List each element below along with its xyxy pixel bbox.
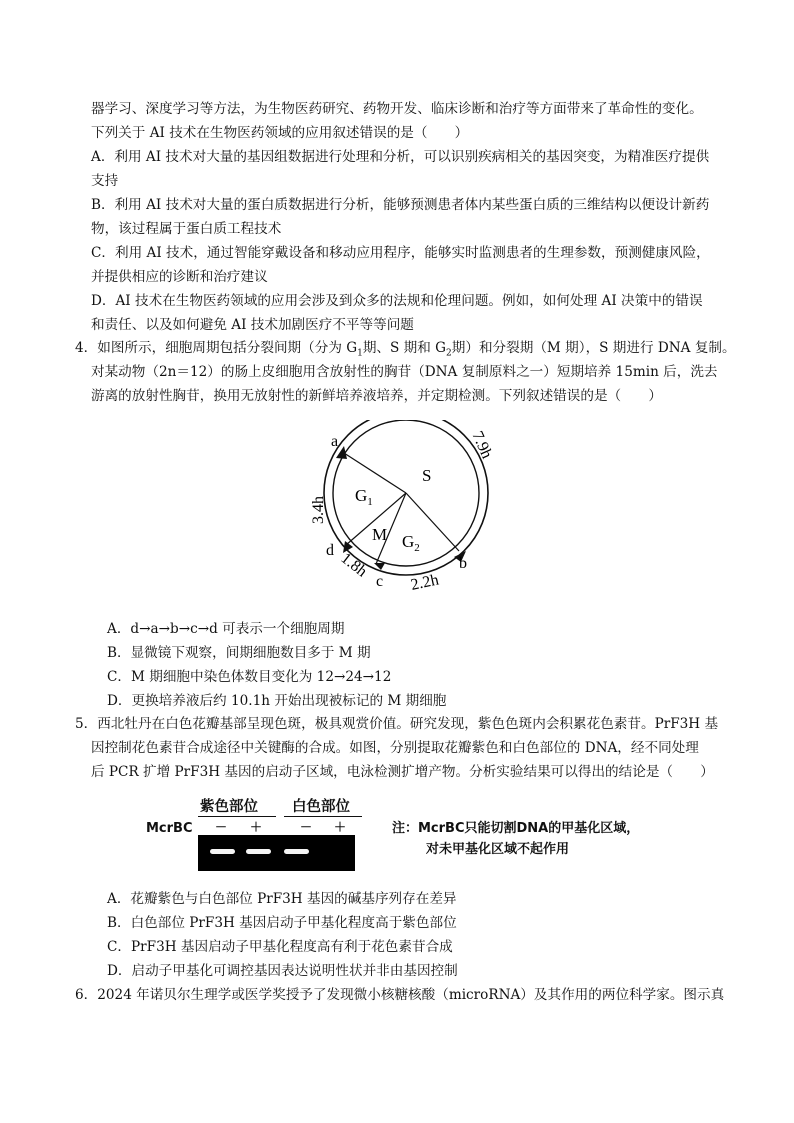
q4-option-b: B．显微镜下观察，间期细胞数目多于 M 期 bbox=[107, 645, 371, 661]
q5-stem-line-2: 因控制花色素苷合成途径中关键酶的合成。如图，分别提取花瓣紫色和白色部位的 DNA，经不同处理 bbox=[91, 740, 699, 756]
q5-option-c: C．PrF3H 基因启动子甲基化程度高有利于花色素苷合成 bbox=[107, 939, 453, 955]
electrophoresis-figure bbox=[146, 791, 706, 881]
lane-4-sign: ＋ bbox=[334, 820, 347, 834]
q4-option-d: D．更换培养液后约 10.1h 开始出现被标记的 M 期细胞 bbox=[107, 693, 447, 709]
q5-option-a: A．花瓣紫色与白色部位 PrF3H 基因的碱基序列存在差异 bbox=[107, 891, 457, 907]
group-purple-label: 紫色部位 bbox=[200, 799, 258, 815]
group-white-label: 白色部位 bbox=[292, 799, 350, 815]
q4-stem-line-3: 游离的放射性胸苷，换用无放射性的新鲜培养液培养，并定期检测。下列叙述错误的是（ ） bbox=[91, 388, 662, 404]
lane-3-sign: － bbox=[300, 820, 313, 834]
gel-band-lane-1 bbox=[210, 849, 235, 854]
gel-band-lane-2 bbox=[246, 849, 271, 854]
q3-option-a-line-1: A．利用 AI 技术对大量的基因组数据进行处理和分析，可以识别疾病相关的基因突变，为精准医疗提供 bbox=[91, 149, 710, 165]
phase-g2-label: $G_2$ bbox=[402, 532, 420, 554]
q5-option-b: B．白色部位 PrF3H 基因启动子甲基化程度高于紫色部位 bbox=[107, 915, 457, 931]
radius-a bbox=[344, 453, 406, 493]
q4-stem-line-1: 4．如图所示，细胞周期包括分裂间期（分为 $G_1$期、S 期和 $G_2$期）和分裂期（M 期），S 期进行 DNA 复制。 bbox=[75, 340, 736, 359]
lane-1-sign: － bbox=[215, 820, 228, 834]
q5-option-d: D．启动子甲基化可调控基因表达说明性状并非由基因控制 bbox=[107, 963, 458, 979]
q6-stem-line-1: 6．2024 年诺贝尔生理学或医学奖授予了发现微小核糖核酸（microRNA）及其作用的两位科学家。图示真 bbox=[75, 987, 725, 1003]
figure-note-line-2: 对未甲基化区域不起作用 bbox=[426, 842, 570, 857]
q4-option-c: C．M 期细胞中染色体数目变化为 12→24→12 bbox=[107, 669, 392, 685]
point-a: a bbox=[331, 433, 339, 450]
group-purple-underline bbox=[198, 816, 276, 817]
duration-g2-label: 2.2h bbox=[409, 571, 441, 594]
q3-option-b-line-2: 物，该过程属于蛋白质工程技术 bbox=[91, 221, 282, 237]
q4-stem-line-2: 对某动物（2n＝12）的肠上皮细胞用含放射性的胸苷（DNA 复制原料之一）短期培养 15min 后，洗去 bbox=[91, 364, 718, 380]
q4-option-a: A．d→a→b→c→d 可表示一个细胞周期 bbox=[107, 621, 345, 637]
q3-option-d-line-2: 和责任、以及如何避免 AI 技术加剧医疗不平等等问题 bbox=[91, 317, 414, 333]
group-white-underline bbox=[284, 816, 362, 817]
phase-m-label: M bbox=[372, 525, 388, 544]
mcrbc-row-label: McrBC bbox=[146, 821, 193, 836]
q3-option-b-line-1: B．利用 AI 技术对大量的蛋白质数据进行分析，能够预测患者体内某些蛋白质的三维结构以便设计新药 bbox=[91, 197, 710, 213]
lane-2-sign: ＋ bbox=[250, 820, 263, 834]
duration-s-label: 7.9h bbox=[468, 428, 496, 462]
q3-stem-line-2: 下列关于 AI 技术在生物医药领域的应用叙述错误的是（ ） bbox=[91, 125, 469, 141]
figure-note-line-1: 注：McrBC只能切割DNA的甲基化区域， bbox=[392, 821, 640, 836]
duration-g1-label: 3.4h bbox=[310, 496, 327, 524]
point-b: b bbox=[459, 555, 467, 572]
phase-g1-label: $G_1$ bbox=[355, 486, 373, 508]
duration-m-label: 1.8h bbox=[337, 549, 371, 581]
gel-band-lane-3 bbox=[284, 849, 309, 854]
point-d: d bbox=[326, 542, 334, 559]
q3-option-a-line-2: 支持 bbox=[91, 173, 119, 189]
q3-option-d-line-1: D．AI 技术在生物医药领域的应用会涉及到众多的法规和伦理问题。例如，如何处理 AI 决策中的错误 bbox=[91, 293, 703, 309]
q3-stem-line-1: 器学习、深度学习等方法，为生物医药研究、药物开发、临床诊断和治疗等方面带来了革命性的变化。 bbox=[91, 101, 703, 117]
point-c: c bbox=[376, 573, 384, 590]
q3-option-c-line-2: 并提供相应的诊断和治疗建议 bbox=[91, 269, 268, 285]
q3-option-c-line-1: C．利用 AI 技术，通过智能穿戴设备和移动应用程序，能够实时监测患者的生理参数，预测健康风险， bbox=[91, 245, 710, 261]
phase-s-label: S bbox=[422, 466, 432, 485]
q5-stem-line-1: 5．西北牡丹在白色花瓣基部呈现色斑，极具观赏价值。研究发现，紫色色斑内会积累花色素苷。PrF3H 基 bbox=[75, 716, 719, 732]
cell-cycle-diagram bbox=[296, 420, 516, 600]
q5-stem-line-3: 后 PCR 扩增 PrF3H 基因的启动子区域，电泳检测扩增产物。分析实验结果可以得出的结论是（ ） bbox=[91, 764, 714, 780]
gel-image bbox=[198, 835, 355, 871]
